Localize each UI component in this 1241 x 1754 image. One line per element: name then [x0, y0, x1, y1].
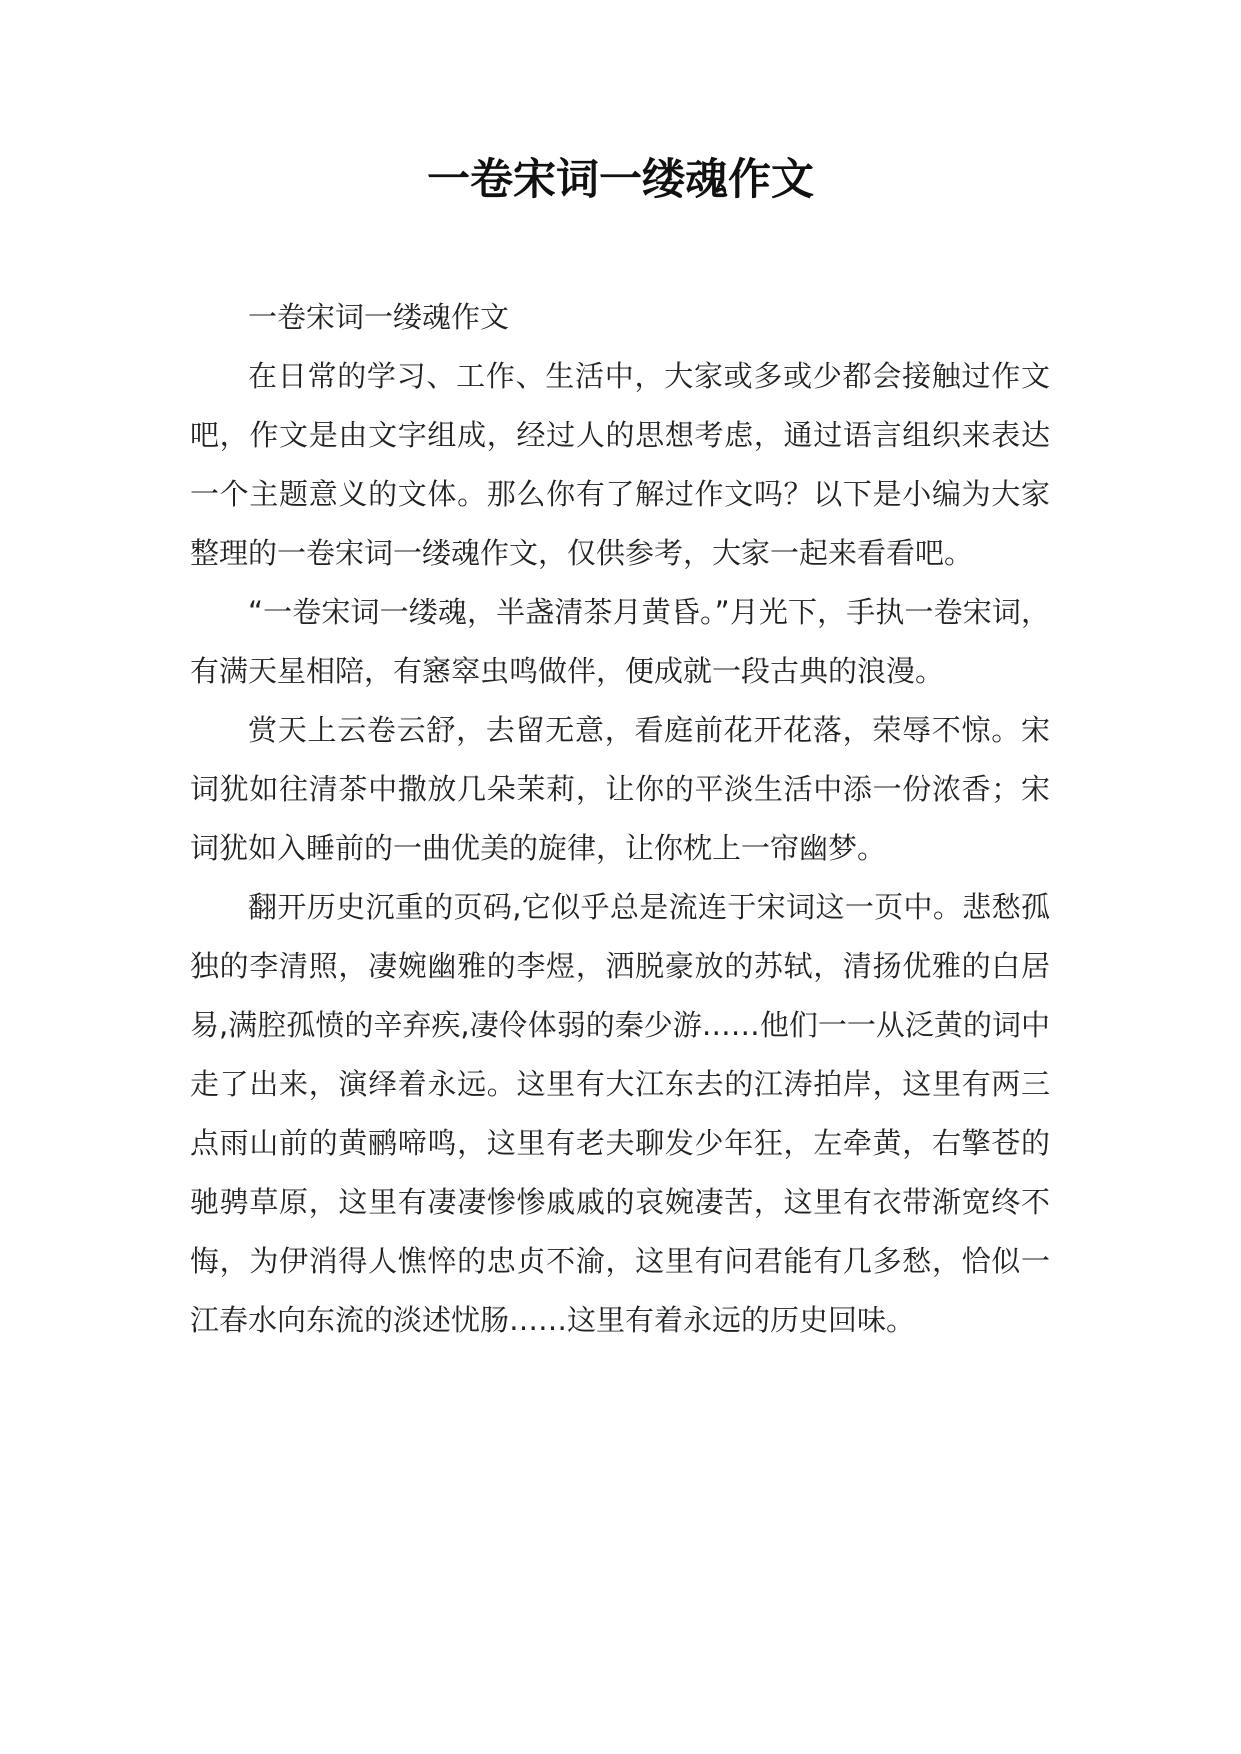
paragraph-subtitle: 一卷宋词一缕魂作文 — [248, 300, 510, 334]
paragraph-quote: “一卷宋词一缕魂，半盏清茶月黄昏。”月光下，手执一卷宋词，有满天星相陪，有窸窣虫鸣做伴，便成就一段古典的浪漫。 — [190, 595, 1050, 688]
document-title: 一卷宋词一缕魂作文 — [427, 155, 814, 205]
paragraph-history: 翻开历史沉重的页码,它似乎总是流连于宋词这一页中。悲愁孤独的李清照，凄婉幽雅的李煜，洒脱豪放的苏轼，清扬优雅的白居易,满腔孤愤的辛弃疾,凄伶体弱的秦少游……他们一一从泛黄的词中走了出来，演绎着永远。这里有大江东去的江涛拍岸，这里有两三点雨山前的黄鹂啼鸣，这里有老夫聊发少年狂，左牵黄，右擎苍的驰骋草原，这里有凄凄惨惨戚戚的哀婉凄苦，这里有衣带渐宽终不悔，为伊消得人憔悴的忠贞不渝，这里有问君能有几多愁，恰似一江春水向东流的淡述忧肠……这里有着永远的历史回味。 — [190, 890, 1050, 1337]
paragraph-scenery: 赏天上云卷云舒，去留无意，看庭前花开花落，荣辱不惊。宋词犹如往清茶中撒放几朵茉莉，让你的平淡生活中添一份浓香；宋词犹如入睡前的一曲优美的旋律，让你枕上一帘幽梦。 — [190, 713, 1050, 865]
document-body — [190, 288, 1050, 1350]
paragraph-intro: 在日常的学习、工作、生活中，大家或多或少都会接触过作文吧，作文是由文字组成，经过人的思想考虑，通过语言组织来表达一个主题意义的文体。那么你有了解过作文吗？以下是小编为大家整理的一卷宋词一缕魂作文，仅供参考，大家一起来看看吧。 — [190, 359, 1050, 570]
